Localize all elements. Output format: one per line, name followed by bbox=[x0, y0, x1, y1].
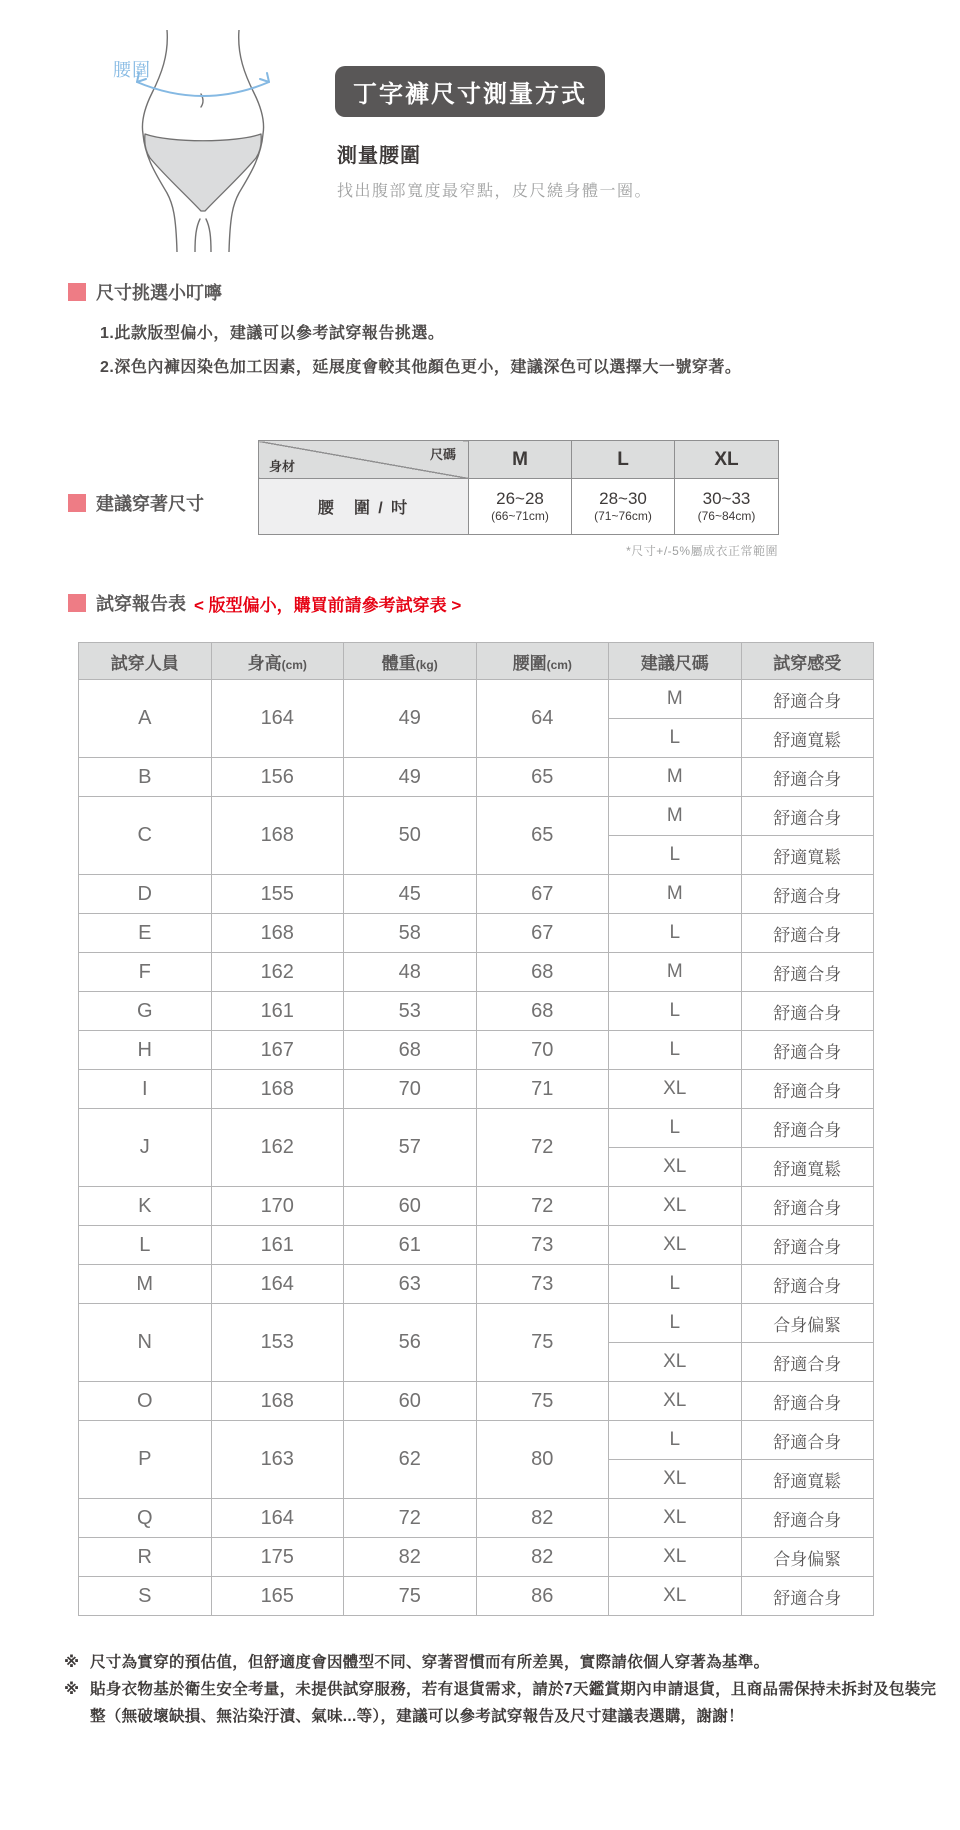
suggested-size-cell: M bbox=[609, 758, 742, 797]
weight-cell: 48 bbox=[344, 953, 477, 992]
person-cell: R bbox=[79, 1538, 212, 1577]
weight-cell: 53 bbox=[344, 992, 477, 1031]
size-heading: 建議穿著尺寸 bbox=[96, 494, 204, 515]
note-mark: ※ bbox=[64, 1654, 80, 1672]
report-row-P-L bbox=[79, 1421, 874, 1460]
height-cell: 161 bbox=[211, 992, 344, 1031]
report-row-K bbox=[79, 1187, 874, 1226]
report-heading-note: < 版型偏小，購買前請參考試穿表 > bbox=[194, 595, 462, 615]
report-col-4 bbox=[476, 643, 609, 680]
report-row-Q bbox=[79, 1499, 874, 1538]
fit-feel-cell: 舒適合身 bbox=[741, 1421, 874, 1460]
height-cell: 168 bbox=[211, 914, 344, 953]
person-cell: L bbox=[79, 1226, 212, 1265]
fit-feel-cell: 舒適合身 bbox=[741, 914, 874, 953]
waist-cell: 72 bbox=[476, 1109, 609, 1187]
report-row-J-L bbox=[79, 1109, 874, 1148]
waist-cell: 64 bbox=[476, 680, 609, 758]
fit-report-table bbox=[78, 642, 874, 1616]
person-cell: I bbox=[79, 1070, 212, 1109]
person-cell: K bbox=[79, 1187, 212, 1226]
person-cell: N bbox=[79, 1304, 212, 1382]
waist-cell: 73 bbox=[476, 1226, 609, 1265]
suggested-size-cell: XL bbox=[609, 1577, 742, 1616]
weight-cell: 45 bbox=[344, 875, 477, 914]
fit-feel-cell: 舒適合身 bbox=[741, 1499, 874, 1538]
height-cell: 162 bbox=[211, 953, 344, 992]
report-heading: 試穿報告表 bbox=[96, 594, 186, 615]
size-table bbox=[258, 440, 779, 535]
report-col-unit: (cm) bbox=[546, 657, 572, 672]
waist-cell: 68 bbox=[476, 953, 609, 992]
height-cell: 165 bbox=[211, 1577, 344, 1616]
size-table-header-row bbox=[259, 441, 779, 479]
report-row-A-M bbox=[79, 680, 874, 719]
waist-cell: 80 bbox=[476, 1421, 609, 1499]
person-cell: J bbox=[79, 1109, 212, 1187]
footer-notes bbox=[64, 1650, 940, 1730]
person-cell: P bbox=[79, 1421, 212, 1499]
body-illustration bbox=[105, 30, 290, 252]
report-col-5 bbox=[609, 643, 742, 680]
person-cell: B bbox=[79, 758, 212, 797]
report-col-3 bbox=[344, 643, 477, 680]
person-cell: O bbox=[79, 1382, 212, 1421]
fit-feel-cell: 舒適合身 bbox=[741, 1109, 874, 1148]
suggested-size-cell: M bbox=[609, 680, 742, 719]
report-col-label: 試穿感受 bbox=[773, 653, 842, 673]
measure-description: 找出腹部寬度最窄點，皮尺繞身體一圈。 bbox=[337, 183, 653, 200]
weight-cell: 60 bbox=[344, 1187, 477, 1226]
report-row-L bbox=[79, 1226, 874, 1265]
suggested-size-cell: XL bbox=[609, 1226, 742, 1265]
suggested-size-cell: XL bbox=[609, 1538, 742, 1577]
person-cell: A bbox=[79, 680, 212, 758]
note-text: 貼身衣物基於衛生安全考量，未提供試穿服務，若有退貨需求，請於7天鑑賞期內申請退貨，且商品需保持未拆封及包裝完整（無破壞缺損、無沾染汙漬、氣味...等），建議可以參考試穿報告及尺寸建議表選購，謝謝！ bbox=[90, 1680, 937, 1725]
report-col-label: 腰圍 bbox=[512, 653, 547, 673]
waist-cell: 72 bbox=[476, 1187, 609, 1226]
report-col-6 bbox=[741, 643, 874, 680]
size-col-l: L bbox=[572, 441, 675, 479]
fit-feel-cell: 合身偏緊 bbox=[741, 1304, 874, 1343]
suggested-size-cell: L bbox=[609, 914, 742, 953]
corner-body-label: 身材 bbox=[269, 459, 296, 475]
report-row-R bbox=[79, 1538, 874, 1577]
waist-inch-range: 30~33 bbox=[702, 488, 751, 508]
waist-cell: 82 bbox=[476, 1499, 609, 1538]
tips-list bbox=[100, 317, 960, 384]
report-body bbox=[79, 680, 874, 1616]
report-col-unit: (cm) bbox=[281, 657, 307, 672]
pink-square-marker bbox=[68, 283, 86, 301]
tips-heading-row bbox=[68, 279, 960, 305]
waist-cm-range: (66~71cm) bbox=[491, 509, 549, 524]
height-cell: 155 bbox=[211, 875, 344, 914]
person-cell: D bbox=[79, 875, 212, 914]
fit-feel-cell: 舒適合身 bbox=[741, 1265, 874, 1304]
report-row-D bbox=[79, 875, 874, 914]
waist-cm-range: (71~76cm) bbox=[594, 509, 652, 524]
weight-cell: 68 bbox=[344, 1031, 477, 1070]
weight-cell: 62 bbox=[344, 1421, 477, 1499]
footer-note-1 bbox=[64, 1650, 940, 1677]
person-cell: C bbox=[79, 797, 212, 875]
weight-cell: 82 bbox=[344, 1538, 477, 1577]
height-cell: 168 bbox=[211, 1382, 344, 1421]
suggested-size-cell: L bbox=[609, 1421, 742, 1460]
waist-cm-range: (76~84cm) bbox=[697, 509, 756, 524]
waist-cell: 75 bbox=[476, 1382, 609, 1421]
weight-cell: 72 bbox=[344, 1499, 477, 1538]
waist-cell: 70 bbox=[476, 1031, 609, 1070]
size-footnote: *尺寸+/-5%屬成衣正常範圍 bbox=[626, 544, 778, 559]
fit-feel-cell: 舒適合身 bbox=[741, 758, 874, 797]
suggested-size-cell: XL bbox=[609, 1460, 742, 1499]
pink-square-marker bbox=[68, 494, 86, 512]
waist-cell: 71 bbox=[476, 1070, 609, 1109]
person-cell: F bbox=[79, 953, 212, 992]
measure-copy bbox=[335, 66, 652, 201]
note-text: 尺寸為實穿的預估值，但舒適度會因體型不同、穿著習慣而有所差異，實際請依個人穿著為基準。 bbox=[90, 1654, 770, 1672]
height-cell: 167 bbox=[211, 1031, 344, 1070]
waist-inch-range: 26~28 bbox=[496, 488, 544, 508]
suggested-size-cell: M bbox=[609, 797, 742, 836]
person-cell: E bbox=[79, 914, 212, 953]
size-table-wrap bbox=[258, 440, 778, 559]
report-row-M bbox=[79, 1265, 874, 1304]
waist-range-l bbox=[572, 479, 675, 535]
waist-cell: 75 bbox=[476, 1304, 609, 1382]
person-cell: Q bbox=[79, 1499, 212, 1538]
suggested-size-cell: XL bbox=[609, 1382, 742, 1421]
suggested-size-cell: M bbox=[609, 875, 742, 914]
report-row-S bbox=[79, 1577, 874, 1616]
suggested-size-cell: L bbox=[609, 719, 742, 758]
measurement-section bbox=[0, 0, 960, 255]
report-heading-row bbox=[68, 590, 960, 616]
waist-cell: 68 bbox=[476, 992, 609, 1031]
fit-feel-cell: 舒適合身 bbox=[741, 680, 874, 719]
height-cell: 168 bbox=[211, 797, 344, 875]
person-cell: M bbox=[79, 1265, 212, 1304]
fit-feel-cell: 舒適合身 bbox=[741, 1343, 874, 1382]
suggested-size-cell: M bbox=[609, 953, 742, 992]
waist-cell: 65 bbox=[476, 758, 609, 797]
footer-note-2 bbox=[64, 1677, 940, 1730]
height-cell: 153 bbox=[211, 1304, 344, 1382]
size-table-value-row bbox=[259, 479, 779, 535]
suggested-size-cell: L bbox=[609, 1109, 742, 1148]
fit-feel-cell: 舒適寬鬆 bbox=[741, 836, 874, 875]
report-col-unit: (kg) bbox=[415, 657, 438, 672]
report-col-label: 試穿人員 bbox=[110, 653, 179, 673]
size-table-corner-cell bbox=[259, 441, 469, 479]
fit-feel-cell: 合身偏緊 bbox=[741, 1538, 874, 1577]
height-cell: 164 bbox=[211, 680, 344, 758]
suggested-size-cell: XL bbox=[609, 1343, 742, 1382]
waist-row-label: 腰 圍 / 吋 bbox=[259, 479, 469, 535]
fit-feel-cell: 舒適合身 bbox=[741, 875, 874, 914]
report-col-label: 身高 bbox=[247, 653, 282, 673]
weight-cell: 49 bbox=[344, 680, 477, 758]
weight-cell: 75 bbox=[344, 1577, 477, 1616]
fit-feel-cell: 舒適合身 bbox=[741, 1577, 874, 1616]
size-heading-row bbox=[68, 490, 204, 516]
fit-feel-cell: 舒適合身 bbox=[741, 1031, 874, 1070]
weight-cell: 50 bbox=[344, 797, 477, 875]
height-cell: 163 bbox=[211, 1421, 344, 1499]
tip-item-1: 1.此款版型偏小，建議可以參考試穿報告挑選。 bbox=[100, 325, 445, 342]
weight-cell: 61 bbox=[344, 1226, 477, 1265]
weight-cell: 56 bbox=[344, 1304, 477, 1382]
fit-feel-cell: 舒適合身 bbox=[741, 992, 874, 1031]
fit-feel-cell: 舒適合身 bbox=[741, 953, 874, 992]
weight-cell: 60 bbox=[344, 1382, 477, 1421]
weight-cell: 57 bbox=[344, 1109, 477, 1187]
waist-cell: 65 bbox=[476, 797, 609, 875]
height-cell: 161 bbox=[211, 1226, 344, 1265]
height-cell: 164 bbox=[211, 1265, 344, 1304]
fit-feel-cell: 舒適合身 bbox=[741, 1070, 874, 1109]
suggested-size-cell: L bbox=[609, 992, 742, 1031]
height-cell: 156 bbox=[211, 758, 344, 797]
waist-inch-range: 28~30 bbox=[599, 488, 647, 508]
report-row-C-M bbox=[79, 797, 874, 836]
person-cell: G bbox=[79, 992, 212, 1031]
size-col-m: M bbox=[469, 441, 572, 479]
weight-cell: 49 bbox=[344, 758, 477, 797]
report-col-2 bbox=[211, 643, 344, 680]
report-row-O bbox=[79, 1382, 874, 1421]
waist-cell: 86 bbox=[476, 1577, 609, 1616]
suggested-size-cell: XL bbox=[609, 1070, 742, 1109]
report-row-G bbox=[79, 992, 874, 1031]
report-row-N-L bbox=[79, 1304, 874, 1343]
size-col-xl: XL bbox=[675, 441, 779, 479]
report-header-row bbox=[79, 643, 874, 680]
height-cell: 175 bbox=[211, 1538, 344, 1577]
person-cell: S bbox=[79, 1577, 212, 1616]
fit-feel-cell: 舒適寬鬆 bbox=[741, 719, 874, 758]
weight-cell: 70 bbox=[344, 1070, 477, 1109]
tips-heading: 尺寸挑選小叮嚀 bbox=[96, 283, 222, 303]
suggested-size-cell: XL bbox=[609, 1148, 742, 1187]
fit-feel-cell: 舒適合身 bbox=[741, 1382, 874, 1421]
fit-report-section bbox=[0, 590, 960, 1616]
waist-cell: 67 bbox=[476, 875, 609, 914]
report-col-label: 體重 bbox=[381, 653, 416, 673]
report-row-I bbox=[79, 1070, 874, 1109]
height-cell: 164 bbox=[211, 1499, 344, 1538]
waist-cell: 73 bbox=[476, 1265, 609, 1304]
corner-size-label: 尺碼 bbox=[429, 447, 456, 463]
suggested-size-cell: L bbox=[609, 1031, 742, 1070]
report-row-H bbox=[79, 1031, 874, 1070]
suggested-size-cell: L bbox=[609, 1304, 742, 1343]
suggested-size-cell: XL bbox=[609, 1187, 742, 1226]
fit-feel-cell: 舒適寬鬆 bbox=[741, 1460, 874, 1499]
suggested-size-cell: L bbox=[609, 836, 742, 875]
weight-cell: 63 bbox=[344, 1265, 477, 1304]
measure-subtitle: 測量腰圍 bbox=[337, 145, 421, 167]
report-col-1 bbox=[79, 643, 212, 680]
pink-square-marker bbox=[68, 594, 86, 612]
suggested-size-section bbox=[0, 440, 960, 570]
tip-item-2: 2.深色內褲因染色加工因素，延展度會較其他顏色更小，建議深色可以選擇大一號穿著。 bbox=[100, 358, 742, 376]
waist-cell: 67 bbox=[476, 914, 609, 953]
person-cell: H bbox=[79, 1031, 212, 1070]
tips-section bbox=[0, 279, 960, 384]
fit-feel-cell: 舒適合身 bbox=[741, 1226, 874, 1265]
height-cell: 170 bbox=[211, 1187, 344, 1226]
waist-range-xl bbox=[675, 479, 779, 535]
suggested-size-cell: XL bbox=[609, 1499, 742, 1538]
report-row-F bbox=[79, 953, 874, 992]
fit-feel-cell: 舒適合身 bbox=[741, 1187, 874, 1226]
suggested-size-cell: L bbox=[609, 1265, 742, 1304]
report-col-label: 建議尺碼 bbox=[640, 653, 709, 673]
fit-feel-cell: 舒適寬鬆 bbox=[741, 1148, 874, 1187]
height-cell: 162 bbox=[211, 1109, 344, 1187]
report-row-E bbox=[79, 914, 874, 953]
height-cell: 168 bbox=[211, 1070, 344, 1109]
waist-label: 腰圍 bbox=[113, 60, 151, 80]
waist-cell: 82 bbox=[476, 1538, 609, 1577]
waist-range-m bbox=[469, 479, 572, 535]
weight-cell: 58 bbox=[344, 914, 477, 953]
report-row-B bbox=[79, 758, 874, 797]
fit-feel-cell: 舒適合身 bbox=[741, 797, 874, 836]
section-title-badge: 丁字褲尺寸測量方式 bbox=[335, 66, 605, 117]
note-mark: ※ bbox=[64, 1680, 80, 1698]
